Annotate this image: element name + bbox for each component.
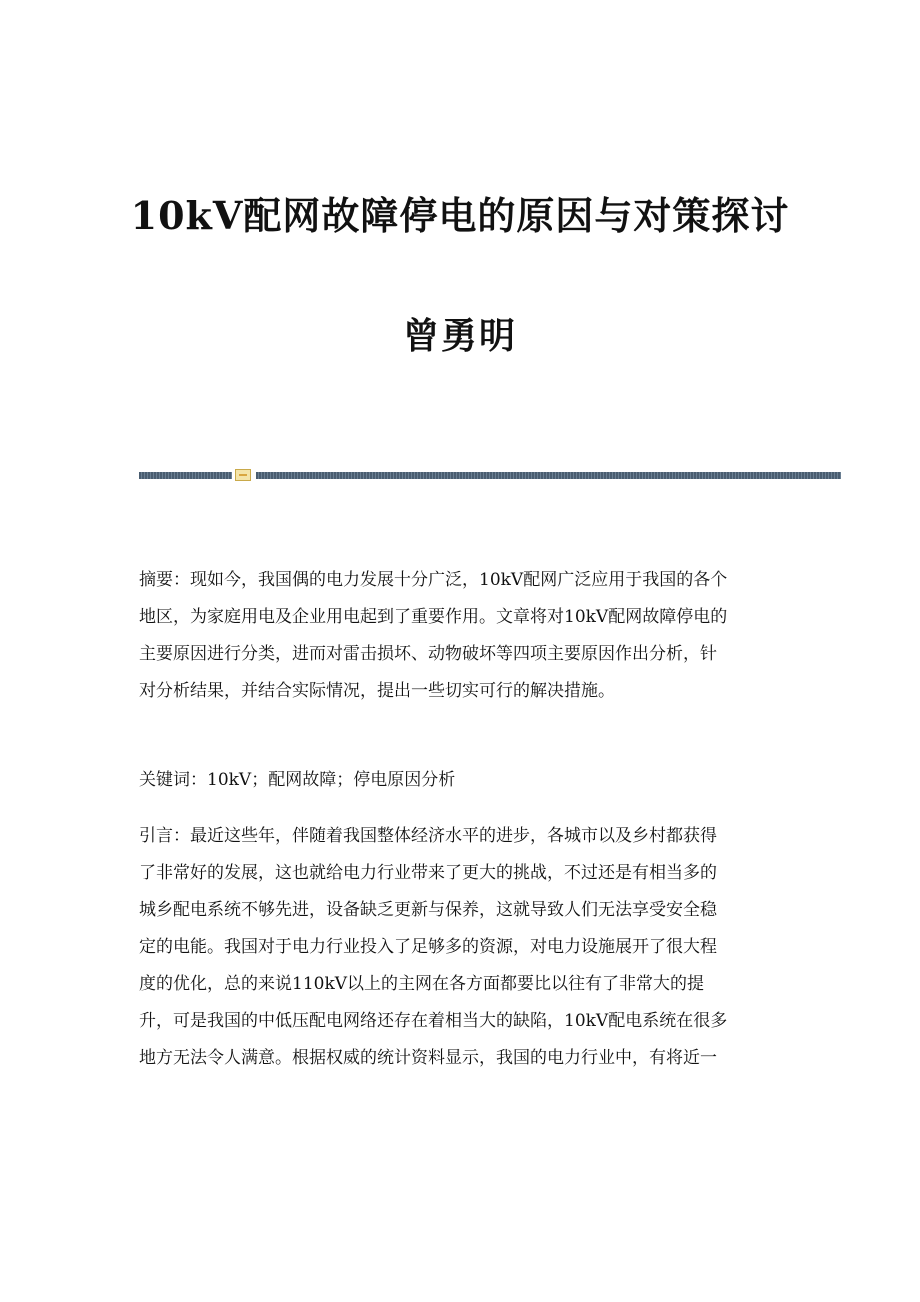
divider-bar-left — [139, 472, 232, 479]
introduction-paragraph — [139, 818, 781, 1077]
abstract-line: 摘要：现如今，我国偶的电力发展十分广泛，10kV配网广泛应用于我国的各个 — [139, 570, 728, 590]
abstract-paragraph — [139, 562, 781, 710]
introduction-line: 地方无法令人满意。根据权威的统计资料显示，我国的电力行业中，有将近一 — [139, 1048, 717, 1068]
introduction-line: 定的电能。我国对于电力行业投入了足够多的资源，对电力设施展开了很大程 — [139, 937, 717, 957]
introduction-line: 城乡配电系统不够先进，设备缺乏更新与保养，这就导致人们无法享受安全稳 — [139, 900, 717, 920]
abstract-line: 地区，为家庭用电及企业用电起到了重要作用。文章将对10kV配网故障停电的 — [139, 607, 728, 627]
introduction-line: 升，可是我国的中低压配电网络还存在着相当大的缺陷，10kV配电系统在很多 — [139, 1011, 728, 1031]
introduction-line: 了非常好的发展，这也就给电力行业带来了更大的挑战，不过还是有相当多的 — [139, 863, 717, 883]
introduction-line: 度的优化，总的来说110kV以上的主网在各方面都要比以往有了非常大的提 — [139, 974, 705, 994]
introduction-line: 引言：最近这些年，伴随着我国整体经济水平的进步，各城市以及乡村都获得 — [139, 826, 717, 846]
keywords-paragraph — [139, 762, 781, 799]
document-title: 10kV配网故障停电的原因与对策探讨 — [130, 193, 790, 238]
decorative-divider — [139, 469, 841, 481]
author-name: 曾勇明 — [402, 315, 517, 357]
keywords-line: 关键词：10kV；配网故障；停电原因分析 — [139, 770, 456, 790]
divider-ornament-icon — [235, 469, 251, 481]
abstract-line: 主要原因进行分类，进而对雷击损坏、动物破坏等四项主要原因作出分析，针 — [139, 644, 717, 664]
divider-bar-right — [256, 472, 841, 479]
abstract-line: 对分析结果，并结合实际情况，提出一些切实可行的解决措施。 — [139, 681, 615, 701]
